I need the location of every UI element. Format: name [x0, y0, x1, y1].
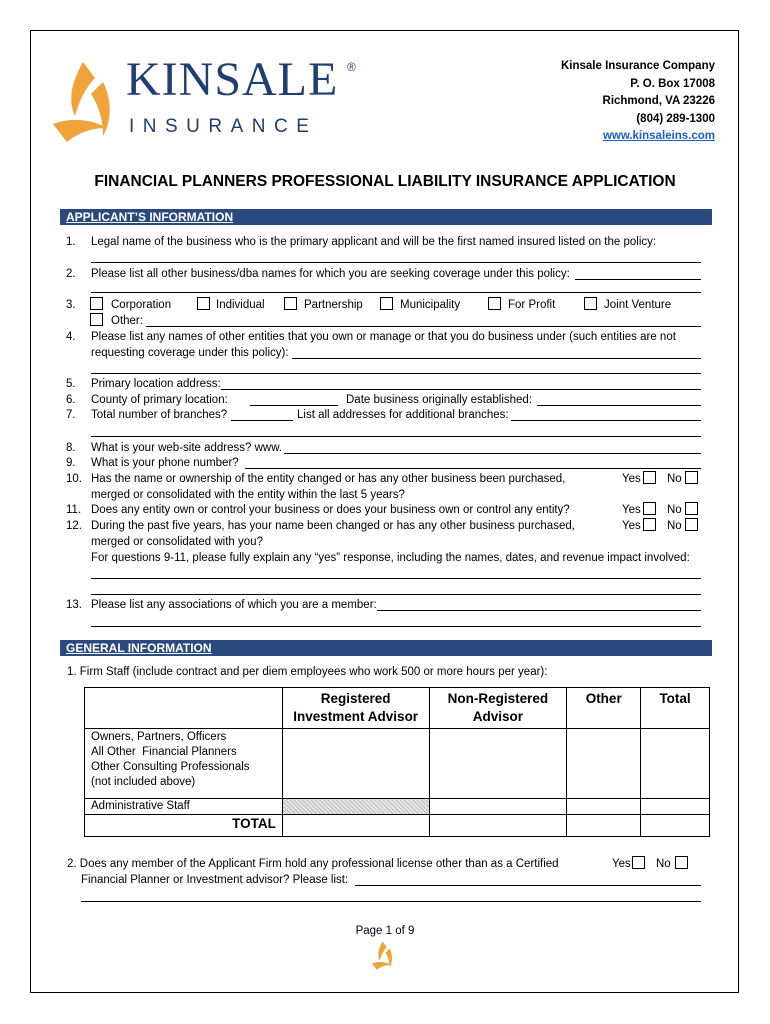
- q12-no-checkbox[interactable]: [685, 518, 698, 531]
- page-number: Page 1 of 9: [355, 925, 415, 937]
- header-non-registered-advisor: Non-Registered Advisor: [429, 688, 567, 729]
- q10-text-2: merged or consolidated with the entity within the last 5 years?: [91, 489, 405, 501]
- firm-staff-table: [84, 687, 710, 837]
- q6-number: 6.: [66, 394, 76, 406]
- company-pobox: P. O. Box 17008: [630, 77, 715, 90]
- q13-text: Please list any associations of which you are a member:: [91, 599, 377, 611]
- section-applicant-info-title: APPLICANT’S INFORMATION: [66, 210, 234, 224]
- q3-number: 3.: [66, 299, 76, 311]
- q9-answer-line[interactable]: [245, 468, 701, 469]
- section-general-info-title: GENERAL INFORMATION: [66, 641, 212, 655]
- q1-number: 1.: [66, 236, 76, 248]
- q10-number: 10.: [66, 473, 82, 485]
- cell-admin-nonreg[interactable]: [429, 799, 567, 815]
- label-corporation: Corporation: [111, 299, 172, 311]
- q7-addresses-line[interactable]: [511, 420, 701, 421]
- company-name: Kinsale Insurance Company: [560, 60, 715, 72]
- gi-q2-answer-line[interactable]: [355, 885, 701, 886]
- cell-professionals-total[interactable]: [641, 729, 710, 799]
- label-joint-venture: Joint Venture: [604, 299, 672, 311]
- label-municipality: Municipality: [400, 299, 461, 311]
- company-address-block: [561, 58, 715, 146]
- cell-admin-total[interactable]: [641, 799, 710, 815]
- checkbox-joint-venture[interactable]: [584, 297, 597, 310]
- gi-q2-no-checkbox[interactable]: [675, 856, 688, 869]
- row-label-planners: All Other Financial Planners: [91, 746, 237, 758]
- q4-text-2: requesting coverage under this policy):: [91, 347, 289, 359]
- q2-answer-line-2[interactable]: [91, 292, 701, 293]
- q5-number: 5.: [66, 378, 76, 390]
- q11-yes-label: Yes: [622, 504, 641, 516]
- checkbox-individual[interactable]: [197, 297, 210, 310]
- q4-number: 4.: [66, 331, 76, 343]
- q7-text: Total number of branches?: [91, 409, 228, 421]
- cell-professionals-nonreg[interactable]: [429, 729, 567, 799]
- row-total-label: TOTAL: [85, 815, 283, 837]
- q2-text: Please list all other business/dba names for which you are seeking coverage under this policy:: [91, 268, 570, 280]
- checkbox-other[interactable]: [90, 313, 103, 326]
- section-general-info-bar: [60, 640, 712, 656]
- gi-q2-text: 2. Does any member of the Applicant Firm hold any professional license other than as a Certified: [67, 858, 559, 870]
- q5-answer-line[interactable]: [221, 389, 701, 390]
- cell-total-total[interactable]: [641, 815, 710, 837]
- cell-total-nonreg[interactable]: [429, 815, 567, 837]
- header-total: Total: [641, 688, 710, 729]
- q11-no-label: No: [667, 504, 682, 516]
- label-other: Other:: [111, 315, 143, 327]
- q6-county-line[interactable]: [250, 405, 338, 406]
- kinsale-footer-logo-icon: [369, 940, 401, 972]
- q1-answer-line[interactable]: [91, 262, 701, 263]
- q10-yes-label: Yes: [622, 473, 641, 485]
- q10-text: Has the name or ownership of the entity changed or has any other business been purchased,: [91, 473, 566, 485]
- q7-addresses-line-2[interactable]: [91, 436, 701, 437]
- q8-answer-line[interactable]: [284, 453, 701, 454]
- q13-number: 13.: [66, 599, 82, 611]
- header-other: Other: [567, 688, 641, 729]
- q12-number: 12.: [66, 520, 82, 532]
- q12-yes-label: Yes: [622, 520, 641, 532]
- explain-answer-line-2[interactable]: [91, 594, 701, 595]
- row-label-owners: Owners, Partners, Officers: [91, 731, 227, 743]
- checkbox-partnership[interactable]: [284, 297, 297, 310]
- checkbox-for-profit[interactable]: [488, 297, 501, 310]
- row-label-not-included: (not included above): [91, 776, 196, 788]
- checkbox-municipality[interactable]: [380, 297, 393, 310]
- row-professionals-label: [85, 729, 283, 799]
- q11-number: 11.: [66, 504, 82, 516]
- logo-subword: INSURANCE: [129, 116, 318, 137]
- checkbox-corporation[interactable]: [90, 297, 103, 310]
- company-city: Richmond, VA 23226: [602, 95, 715, 107]
- q12-text: During the past five years, has your name been changed or has any other business purchased,: [91, 520, 575, 532]
- q11-yes-checkbox[interactable]: [643, 502, 656, 515]
- other-answer-line[interactable]: [146, 326, 701, 327]
- section-applicant-info-bar: [60, 209, 712, 225]
- company-website-link[interactable]: www.kinsaleins.com: [602, 130, 715, 142]
- q11-no-checkbox[interactable]: [685, 502, 698, 515]
- q10-yes-checkbox[interactable]: [643, 471, 656, 484]
- q1-text: Legal name of the business who is the primary applicant and will be the first named insured listed on the policy:: [91, 236, 657, 248]
- q13-answer-line[interactable]: [377, 610, 701, 611]
- q13-answer-line-2[interactable]: [91, 626, 701, 627]
- q2-answer-line[interactable]: [575, 279, 701, 280]
- q12-yes-checkbox[interactable]: [643, 518, 656, 531]
- cell-professionals-other[interactable]: [567, 729, 641, 799]
- q10-no-label: No: [667, 473, 682, 485]
- kinsale-logo-icon: [45, 58, 135, 148]
- label-partnership: Partnership: [304, 299, 363, 311]
- q12-no-label: No: [667, 520, 682, 532]
- q8-text: What is your web-site address? www.: [91, 442, 283, 454]
- q2-number: 2.: [66, 268, 76, 280]
- explain-answer-line[interactable]: [91, 578, 701, 579]
- q9-text: What is your phone number?: [91, 457, 239, 469]
- label-individual: Individual: [216, 299, 265, 311]
- gi-q1-text: 1. Firm Staff (include contract and per diem employees who work 500 or more hours per year):: [67, 666, 548, 678]
- company-phone: (804) 289-1300: [636, 112, 715, 125]
- q10-no-checkbox[interactable]: [685, 471, 698, 484]
- header-registered-investment-advisor: Registered Investment Advisor: [282, 688, 429, 729]
- q6-text: County of primary location:: [91, 394, 228, 406]
- header-blank-cell: [85, 688, 283, 729]
- form-title: FINANCIAL PLANNERS PROFESSIONAL LIABILITY INSURANCE APPLICATION: [94, 173, 676, 190]
- q8-number: 8.: [66, 442, 76, 454]
- q5-text: Primary location address:: [91, 378, 221, 390]
- label-for-profit: For Profit: [508, 299, 556, 311]
- row-admin-label: Administrative Staff: [85, 799, 283, 815]
- q7-number: 7.: [66, 409, 76, 421]
- q7-branches-line[interactable]: [231, 420, 293, 421]
- logo-wordmark: KINSALE: [126, 53, 339, 106]
- q12-text-2: merged or consolidated with you?: [91, 536, 263, 548]
- gi-q2-answer-line-2[interactable]: [81, 901, 701, 902]
- q9-number: 9.: [66, 457, 76, 469]
- explain-text: For questions 9-11, please fully explain any “yes” response, including the names, dates, and revenue impact involved:: [91, 552, 690, 564]
- gi-q2-no-label: No: [656, 858, 671, 870]
- gi-q2-yes-label: Yes: [612, 858, 631, 870]
- q4-answer-line[interactable]: [292, 358, 701, 359]
- gi-q2-text-2: Financial Planner or Investment advisor? Please list:: [81, 874, 349, 886]
- q4-text: Please list any names of other entities that you own or manage or that you do business under (such entities are not: [91, 331, 676, 343]
- q11-text: Does any entity own or control your business or does your business own or control any entity?: [91, 504, 570, 516]
- cell-admin-ria-disabled: [282, 799, 429, 815]
- cell-total-ria[interactable]: [282, 815, 429, 837]
- logo-registered-mark: ®: [347, 60, 356, 74]
- cell-professionals-ria[interactable]: [282, 729, 429, 799]
- gi-q2-yes-checkbox[interactable]: [632, 856, 645, 869]
- q7-text-b: List all addresses for additional branches:: [297, 409, 509, 421]
- row-label-consulting: Other Consulting Professionals: [91, 761, 250, 773]
- cell-admin-other[interactable]: [567, 799, 641, 815]
- q4-answer-line-2[interactable]: [91, 373, 701, 374]
- q6-date-line[interactable]: [537, 405, 701, 406]
- cell-total-other[interactable]: [567, 815, 641, 837]
- q6-text-b: Date business originally established:: [346, 394, 533, 406]
